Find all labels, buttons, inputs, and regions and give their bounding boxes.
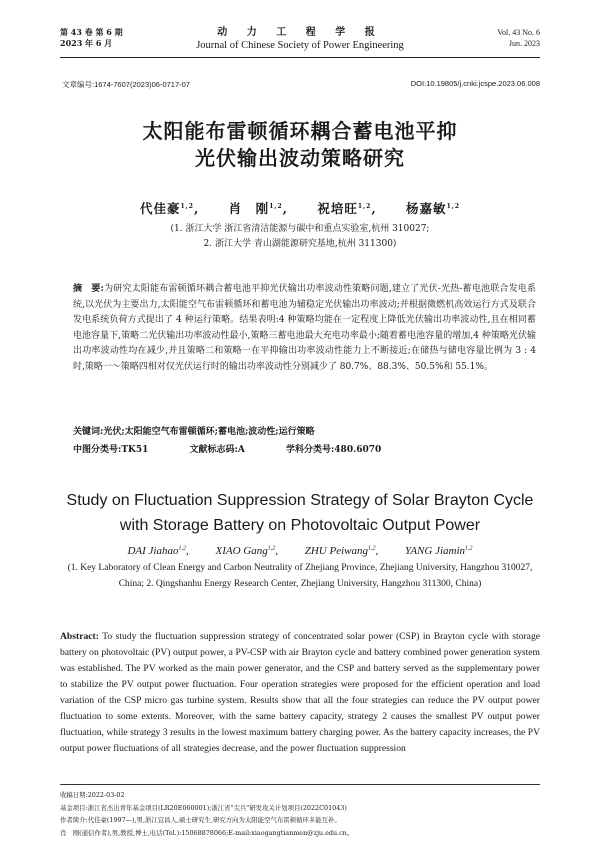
date-en: Jun. 2023: [508, 39, 540, 48]
authors-zh: [0, 199, 600, 217]
issue-info-en: [497, 27, 540, 49]
title-zh-line-2: 光伏输出波动策略研究: [195, 146, 405, 170]
journal-name: [180, 27, 420, 52]
abstract-en-label: Abstract:: [60, 631, 99, 642]
document-code: 文献标志码:A: [189, 445, 245, 455]
affiliations-zh: [0, 222, 600, 252]
journal-header: [60, 27, 540, 58]
received-date: 收稿日期:2022-03-02: [60, 791, 125, 799]
author-en: ZHU Peiwang$^{1,2}$,: [304, 545, 379, 557]
keywords-text: 光伏;太阳能空气布雷顿循环;蓄电池;波动性;运行策略: [103, 427, 315, 437]
volume-issue-en: Vol. 43 No. 6: [497, 28, 540, 37]
abstract-en: [60, 629, 540, 757]
corresponding-author: 肖 刚(通信作者),男,教授,博士,电话(Tel.):15068878066;E-mail:xiaogangtianmen@zju.edu.cn。: [60, 828, 354, 837]
classification: [73, 442, 536, 455]
abstract-zh-text: 为研究太阳能布雷顿循环耦合蓄电池平抑光伏输出功率波动性策略问题,建立了光伏-光热-蓄电池联合发电系统,以光伏为主要出力,太阳能空气布雷顿循环和蓄电池为辅稳定光伏输出功率波动;并根据微燃机高效运行方式及联合发电系统负荷方式提出了 4 种运行策略。结果表明:4 种策略均能在一定程度上降低光伏输出功率波动性,且在相同蓄电池容量下,策略二光伏输出功率波动性最小,策略三蓄电池最大充电功率最小;随着蓄电池容量的增加,4 种策略光伏输出功率波动性均在减少,并且策略二和策略一在平抑输出功率波动性能力上不断接近;在储热与储电容量比例为 3 : 4 时,策略一～策略四相对仅光伏运行时的输出功率波动性分别减少了 80.7%、88.3%、50.5%和 55.1%。: [73, 284, 536, 372]
keywords-label: 关键词:: [73, 427, 104, 437]
keywords-zh: [73, 424, 536, 437]
abstract-en-text: To study the fluctuation suppression strategy of concentrated solar power (CSP) in Brayton cycle with storage battery on photovoltaic (PV) output power, a PV-CSP with air Brayton cycle and battery combined power generation system was established. The PV worked as the main power generator, and the CSP and battery served as the supplementary power to stabilize the PV output power fluctuation. Four operation strategies were proposed for the efficient operation and load variation of the CSP micro gas turbine system. Results show that all the four strategies can reduce the PV output power fluctuation to some extents. Moreover, with the same battery capacity, strategy 2 causes the smallest PV output power fluctuation, while strategy 3 results in the lowest maximum battery charging power. As the battery capacity increases, the PV output power fluctuations of all strategies decrease, and the power fluctuation suppression: [60, 631, 540, 754]
article-number: 文章编号:1674-7607(2023)06-0717-07: [62, 80, 190, 89]
clc-number: 中图分类号:TK51: [73, 445, 149, 455]
abstract-zh: [73, 282, 536, 376]
author-en: XIAO Gang$^{1,2}$,: [215, 545, 278, 557]
author-zh: 祝培旺$^{1,2}$,: [317, 201, 377, 216]
abstract-zh-label: 摘 要:: [73, 284, 104, 294]
volume-issue-zh: 第 43 卷 第 6 期: [60, 27, 123, 37]
affiliation-zh-1: (1. 浙江大学 浙江省清洁能源与碳中和重点实验室,杭州 310027;: [170, 224, 430, 234]
affiliation-en: (1. Key Laboratory of Clean Energy and Carbon Neutrality of Zhejiang Province, Zhejiang University, Hangzhou 310027, China; 2. Qingshanhu Energy Research Center, Zhejiang University, Hangzhou 311300, China): [67, 563, 533, 589]
authors-en: [0, 545, 600, 557]
author-en: YANG Jiamin$^{1,2}$: [404, 545, 473, 557]
journal-name-en: Journal of Chinese Society of Power Engineering: [196, 40, 404, 51]
title-en-line-2: with Storage Battery on Photovoltaic Output Power: [119, 517, 481, 534]
title-zh: [0, 118, 600, 172]
footnotes: [60, 784, 540, 839]
title-en: [0, 488, 600, 538]
date-zh: 2023 年 6 月: [60, 38, 113, 48]
doi: DOI:10.19805/j.cnki.jcspe.2023.06.008: [410, 79, 540, 88]
issue-info: [60, 27, 123, 49]
funding: 基金项目:浙江省杰出青年基金项目(LR20E060001);浙江省"尖兵"研发攻关计划项目(2022C01043): [60, 803, 347, 812]
author-zh: 肖 刚$^{1,2}$,: [228, 201, 288, 216]
author-zh: 代佳豪$^{1,2}$,: [139, 201, 200, 216]
author-en: DAI Jiahao$^{1,2}$,: [127, 545, 189, 557]
title-zh-line-1: 太阳能布雷顿循环耦合蓄电池平抑: [142, 119, 458, 143]
affiliation-zh-2: 2. 浙江大学 青山湖能源研究基地,杭州 311300): [203, 239, 397, 249]
subject-code: 学科分类号:480.6070: [285, 445, 382, 455]
title-en-line-1: Study on Fluctuation Suppression Strategy of Solar Brayton Cycle: [66, 492, 534, 509]
journal-name-zh: 动 力 工 程 学 报: [217, 27, 383, 38]
author-bio: 作者简介:代佳豪(1997—),男,浙江宜昌人,硕士研究生,研究方向为太阳能空气布雷顿循环多能互补。: [60, 816, 341, 824]
author-zh: 杨嘉敏$^{1,2}$: [406, 201, 461, 216]
